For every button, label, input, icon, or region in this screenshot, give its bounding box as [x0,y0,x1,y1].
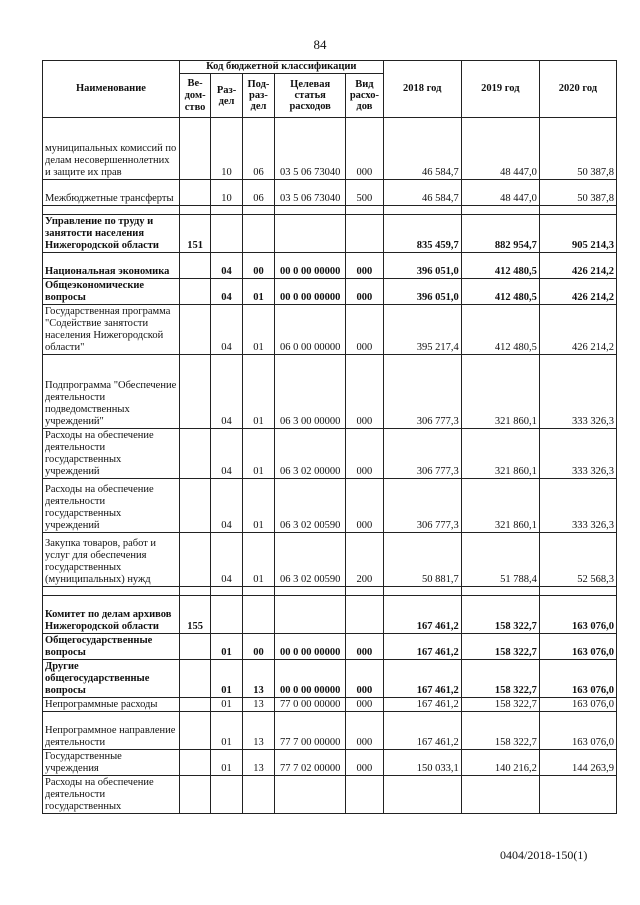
cell-2019: 158 322,7 [461,698,539,712]
cell-podrazdel: 01 [242,533,274,587]
cell-target-article: 00 0 00 00000 [275,634,346,660]
table-body [43,118,617,814]
cell-2019: 158 322,7 [461,596,539,634]
cell-podrazdel: 06 [242,180,274,206]
cell-vedomstvo [179,253,210,279]
cell-target-article [275,596,346,634]
spacer-cell [461,206,539,215]
cell-2020: 163 076,0 [539,660,616,698]
page-number: 84 [313,37,327,52]
cell-2019: 48 447,0 [461,180,539,206]
table-row [43,596,617,634]
spacer-cell [242,206,274,215]
cell-2020: 163 076,0 [539,596,616,634]
table-row [43,215,617,253]
cell-razdel [211,776,242,814]
cell-2019: 321 860,1 [461,429,539,479]
spacer-cell [242,587,274,596]
cell-podrazdel: 06 [242,118,274,180]
cell-vedomstvo [179,479,210,533]
cell-2020: 163 076,0 [539,634,616,660]
cell-2020: 144 263,9 [539,750,616,776]
cell-2018: 167 461,2 [383,712,461,750]
cell-2020: 426 214,2 [539,305,616,355]
cell-podrazdel: 13 [242,712,274,750]
cell-expense-type: 000 [346,750,384,776]
cell-vedomstvo [179,776,210,814]
cell-2020: 52 568,3 [539,533,616,587]
cell-target-article: 03 5 06 73040 [275,118,346,180]
cell-2019: 158 322,7 [461,712,539,750]
cell-2019 [461,776,539,814]
table-row [43,429,617,479]
spacer-cell [43,206,180,215]
cell-2018: 167 461,2 [383,660,461,698]
spacer-cell [346,206,384,215]
cell-razdel: 01 [211,634,242,660]
cell-razdel: 01 [211,698,242,712]
header-vedomstvo: Ве-дом-ство [179,74,210,118]
cell-2020: 333 326,3 [539,479,616,533]
cell-name: Непрограммное направление деятельности [43,712,180,750]
cell-expense-type: 000 [346,305,384,355]
cell-2018: 46 584,7 [383,118,461,180]
spacer-row [43,206,617,215]
spacer-cell [43,587,180,596]
cell-razdel: 10 [211,180,242,206]
table-row [43,253,617,279]
table-row [43,118,617,180]
cell-2019: 412 480,5 [461,253,539,279]
cell-target-article: 00 0 00 00000 [275,279,346,305]
cell-target-article: 06 3 02 00000 [275,429,346,479]
spacer-cell [539,206,616,215]
cell-name: Общегосударственные вопросы [43,634,180,660]
cell-razdel: 04 [211,533,242,587]
cell-2018: 167 461,2 [383,596,461,634]
cell-expense-type: 500 [346,180,384,206]
cell-2018: 835 459,7 [383,215,461,253]
spacer-cell [179,587,210,596]
table-row [43,479,617,533]
cell-2019: 321 860,1 [461,479,539,533]
spacer-cell [275,206,346,215]
cell-2020: 50 387,8 [539,180,616,206]
cell-2019: 158 322,7 [461,660,539,698]
cell-expense-type: 000 [346,698,384,712]
cell-2018: 396 051,0 [383,253,461,279]
cell-razdel: 01 [211,660,242,698]
cell-expense-type: 000 [346,660,384,698]
cell-vedomstvo [179,698,210,712]
cell-2020 [539,776,616,814]
cell-2018: 167 461,2 [383,698,461,712]
cell-expense-type [346,776,384,814]
cell-razdel: 01 [211,712,242,750]
cell-name: Межбюджетные трансферты [43,180,180,206]
cell-name: Управление по труду и занятости населения Нижегородской области [43,215,180,253]
cell-podrazdel [242,596,274,634]
cell-2020: 163 076,0 [539,698,616,712]
cell-target-article: 06 3 00 00000 [275,355,346,429]
header-expense-type: Вид расхо-дов [346,74,384,118]
cell-podrazdel [242,215,274,253]
spacer-cell [346,587,384,596]
cell-target-article: 06 3 02 00590 [275,479,346,533]
cell-expense-type [346,596,384,634]
cell-2019: 158 322,7 [461,634,539,660]
cell-2020: 905 214,3 [539,215,616,253]
cell-name: Государственная программа "Содействие занятости населения Нижегородской области" [43,305,180,355]
cell-target-article: 00 0 00 00000 [275,660,346,698]
cell-2018 [383,776,461,814]
table-row [43,750,617,776]
table-row [43,279,617,305]
cell-name: муниципальных комиссий по делам несовершеннолетних и защите их прав [43,118,180,180]
cell-2020: 426 214,2 [539,279,616,305]
cell-name: Государственные учреждения [43,750,180,776]
cell-vedomstvo [179,355,210,429]
cell-expense-type: 000 [346,712,384,750]
header-2019: 2019 год [461,61,539,118]
cell-vedomstvo [179,305,210,355]
cell-vedomstvo [179,660,210,698]
table-row [43,698,617,712]
cell-2018: 306 777,3 [383,355,461,429]
cell-name: Расходы на обеспечение деятельности государственных [43,776,180,814]
cell-expense-type: 000 [346,253,384,279]
header-podrazdel: Под-раз-дел [242,74,274,118]
cell-target-article: 00 0 00 00000 [275,253,346,279]
cell-name: Подпрограмма "Обеспечение деятельности подведомственных учреждений" [43,355,180,429]
cell-2020: 163 076,0 [539,712,616,750]
cell-2018: 50 881,7 [383,533,461,587]
document-code: 0404/2018-150(1) [500,848,588,862]
cell-podrazdel: 01 [242,479,274,533]
cell-2018: 395 217,4 [383,305,461,355]
table-row [43,533,617,587]
budget-table [42,60,617,814]
cell-2018: 396 051,0 [383,279,461,305]
cell-2019: 412 480,5 [461,305,539,355]
cell-vedomstvo [179,750,210,776]
cell-vedomstvo [179,180,210,206]
cell-expense-type: 000 [346,279,384,305]
spacer-row [43,587,617,596]
header-2020: 2020 год [539,61,616,118]
cell-vedomstvo [179,279,210,305]
table-row [43,180,617,206]
cell-razdel: 04 [211,253,242,279]
cell-razdel: 04 [211,305,242,355]
cell-podrazdel: 01 [242,279,274,305]
cell-podrazdel: 13 [242,750,274,776]
cell-target-article [275,215,346,253]
cell-razdel [211,215,242,253]
cell-2019: 48 447,0 [461,118,539,180]
cell-2018: 167 461,2 [383,634,461,660]
cell-name: Расходы на обеспечение деятельности государственных учреждений [43,429,180,479]
cell-target-article: 77 0 00 00000 [275,698,346,712]
cell-target-article: 77 7 00 00000 [275,712,346,750]
spacer-cell [383,587,461,596]
cell-podrazdel: 13 [242,698,274,712]
header-2018: 2018 год [383,61,461,118]
cell-razdel: 04 [211,279,242,305]
header-name: Наименование [43,61,180,118]
cell-podrazdel: 13 [242,660,274,698]
cell-2020: 426 214,2 [539,253,616,279]
spacer-cell [211,206,242,215]
cell-2019: 140 216,2 [461,750,539,776]
spacer-cell [461,587,539,596]
table-row [43,634,617,660]
cell-name: Расходы на обеспечение деятельности государственных учреждений [43,479,180,533]
cell-podrazdel: 01 [242,429,274,479]
cell-target-article: 06 0 00 00000 [275,305,346,355]
cell-expense-type: 000 [346,118,384,180]
cell-razdel: 01 [211,750,242,776]
cell-expense-type [346,215,384,253]
table-row [43,660,617,698]
header-target-article: Целевая статья расходов [275,74,346,118]
cell-podrazdel: 00 [242,253,274,279]
table-row [43,712,617,750]
cell-expense-type: 200 [346,533,384,587]
cell-2019: 321 860,1 [461,355,539,429]
cell-target-article [275,776,346,814]
cell-podrazdel: 01 [242,305,274,355]
spacer-cell [275,587,346,596]
table-row [43,305,617,355]
cell-2020: 333 326,3 [539,429,616,479]
cell-vedomstvo [179,429,210,479]
cell-expense-type: 000 [346,355,384,429]
cell-podrazdel: 00 [242,634,274,660]
cell-vedomstvo: 155 [179,596,210,634]
spacer-cell [179,206,210,215]
cell-vedomstvo [179,712,210,750]
cell-target-article: 03 5 06 73040 [275,180,346,206]
cell-name: Непрограммные расходы [43,698,180,712]
table-row [43,776,617,814]
cell-2018: 150 033,1 [383,750,461,776]
cell-2018: 46 584,7 [383,180,461,206]
cell-target-article: 77 7 02 00000 [275,750,346,776]
cell-razdel: 04 [211,479,242,533]
cell-vedomstvo [179,634,210,660]
cell-name: Комитет по делам архивов Нижегородской области [43,596,180,634]
spacer-cell [211,587,242,596]
cell-name: Закупка товаров, работ и услуг для обеспечения государственных (муниципальных) нужд [43,533,180,587]
header-code-group: Код бюджетной классификации [179,61,383,74]
cell-target-article: 06 3 02 00590 [275,533,346,587]
cell-expense-type: 000 [346,429,384,479]
cell-2018: 306 777,3 [383,429,461,479]
cell-name: Национальная экономика [43,253,180,279]
cell-podrazdel [242,776,274,814]
cell-razdel: 04 [211,429,242,479]
cell-vedomstvo [179,533,210,587]
cell-podrazdel: 01 [242,355,274,429]
cell-2019: 412 480,5 [461,279,539,305]
cell-2020: 333 326,3 [539,355,616,429]
cell-vedomstvo [179,118,210,180]
spacer-cell [539,587,616,596]
cell-name: Общеэкономические вопросы [43,279,180,305]
cell-razdel: 10 [211,118,242,180]
cell-2019: 51 788,4 [461,533,539,587]
cell-vedomstvo: 151 [179,215,210,253]
cell-2020: 50 387,8 [539,118,616,180]
cell-expense-type: 000 [346,479,384,533]
table-row [43,355,617,429]
cell-razdel [211,596,242,634]
cell-expense-type: 000 [346,634,384,660]
spacer-cell [383,206,461,215]
header-razdel: Раз-дел [211,74,242,118]
cell-2018: 306 777,3 [383,479,461,533]
cell-razdel: 04 [211,355,242,429]
cell-name: Другие общегосударственные вопросы [43,660,180,698]
cell-2019: 882 954,7 [461,215,539,253]
